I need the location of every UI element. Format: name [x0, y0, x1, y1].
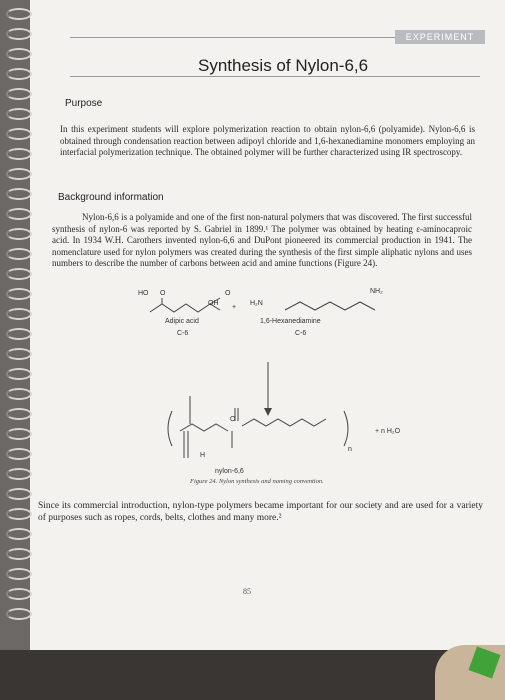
experiment-badge: EXPERIMENT	[395, 30, 485, 44]
nh2-label: NH₂	[370, 288, 383, 295]
binding-ring	[6, 268, 32, 280]
amide-h-label: H	[200, 452, 206, 459]
binding-ring	[6, 568, 32, 580]
binding-ring	[6, 8, 32, 20]
binding-ring	[6, 248, 32, 260]
page-number: 85	[243, 587, 251, 596]
h2n-label: H₂N	[250, 300, 263, 307]
binding-ring	[6, 308, 32, 320]
binding-ring	[6, 28, 32, 40]
amide-o-label: O	[230, 416, 236, 423]
page-title: Synthesis of Nylon-6,6	[198, 56, 369, 75]
binding-ring	[6, 328, 32, 340]
binding-ring	[6, 608, 32, 620]
binding-ring	[6, 48, 32, 60]
binding-ring	[6, 528, 32, 540]
hexanediamine-label: 1,6-Hexanediamine	[260, 318, 321, 325]
product-label: nylon-6,6	[215, 468, 244, 475]
oh-label: OH	[208, 300, 219, 307]
background-heading: Background information	[58, 192, 164, 203]
binding-ring	[6, 108, 32, 120]
binding-ring	[6, 68, 32, 80]
binding-ring	[6, 508, 32, 520]
header-rule-top	[70, 37, 395, 38]
ho-label: HO	[138, 290, 149, 297]
header-rule-bottom	[70, 76, 480, 77]
binding-ring	[6, 368, 32, 380]
document-page	[30, 0, 505, 650]
binding-ring	[6, 168, 32, 180]
binding-ring	[6, 128, 32, 140]
adipic-acid-label: Adipic acid	[165, 318, 199, 325]
binding-ring	[6, 288, 32, 300]
binding-ring	[6, 348, 32, 360]
hexanediamine-carbon-count: C-6	[295, 330, 307, 337]
carbonyl-o-left: O	[160, 290, 166, 297]
carbonyl-o-right: O	[225, 290, 231, 297]
adipic-carbon-count: C-6	[177, 330, 189, 337]
binding-ring	[6, 188, 32, 200]
binding-ring	[6, 88, 32, 100]
binding-ring	[6, 428, 32, 440]
binding-ring	[6, 588, 32, 600]
plus-sign: +	[232, 304, 237, 311]
binding-ring	[6, 148, 32, 160]
closing-paragraph: Since its commercial introduction, nylon-type polymers became important for our society and are used for a variety of purposes such as ropes, cords, belts, clothes and many more.²	[38, 501, 483, 523]
binding-ring	[6, 388, 32, 400]
binding-ring	[6, 548, 32, 560]
binding-ring	[6, 468, 32, 480]
water-byproduct: + n H₂O	[375, 428, 401, 435]
spiral-binding	[0, 0, 30, 650]
background-text: Nylon-6,6 is a polyamide and one of the first non-natural polymers that was discovered. The first successful synthesis of nylon-6 was reported by S. Gabriel in 1899.¹ The polymer was obtained by heating ε-aminocaproic acid. In 1934 W.H. Carothers invented nylon-6,6 and DuPont pioneered its commercial production in 1941. The nomenclature used for nylon polymers was created during the synthesis of the first simple aliphatic nylons and uses numbers to describe the number of carbons between acid and amine functions (Figure 24).	[52, 212, 472, 268]
figure-caption: Figure 24. Nylon synthesis and naming convention.	[190, 478, 324, 485]
binding-ring	[6, 448, 32, 460]
purpose-heading: Purpose	[65, 98, 103, 109]
binding-ring	[6, 208, 32, 220]
repeat-n-label: n	[348, 446, 352, 453]
binding-ring	[6, 228, 32, 240]
binding-ring	[6, 408, 32, 420]
purpose-text: In this experiment students will explore polymerization reaction to obtain nylon-6,6 (polyamide). Nylon-6,6 is obtained through condensation reaction between adipoyl chloride and 1,6-hexanediamine monomers employing an interfacial polymerization technique. The obtained polymer will be further characterized using IR spectroscopy.	[60, 124, 475, 157]
binding-ring	[6, 488, 32, 500]
